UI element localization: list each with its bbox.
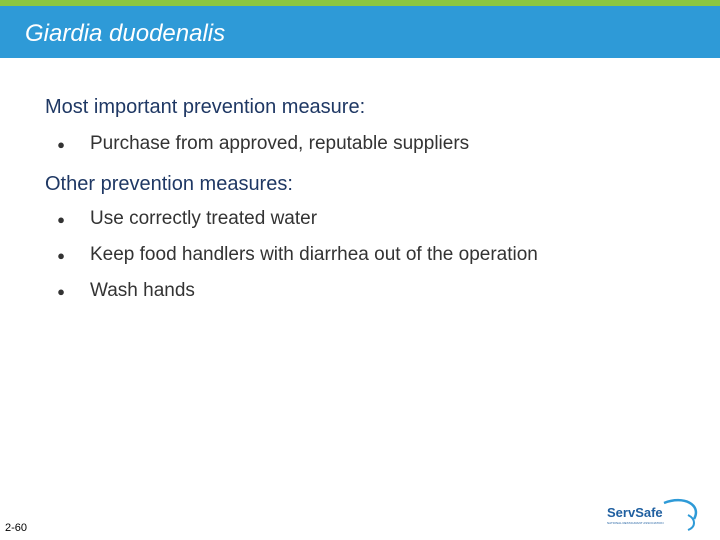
list-item <box>56 201 538 237</box>
list-item <box>56 126 469 162</box>
logo-swoosh-bottom <box>688 515 694 530</box>
primary-measure-heading: Most important prevention measure: <box>45 96 366 118</box>
page-number: 2-60 <box>5 522 28 534</box>
other-measures-heading: Other prevention measures: <box>45 173 293 195</box>
bullet-icon: ● <box>57 211 65 227</box>
list-item <box>56 273 538 309</box>
servsafe-logo-icon <box>604 497 700 533</box>
slide-title: Giardia duodenalis <box>25 20 226 47</box>
logo-name: ServSafe <box>607 505 663 520</box>
bullet-text: Keep food handlers with diarrhea out of the operation <box>90 244 538 265</box>
bullet-icon: ● <box>57 283 65 299</box>
list-item <box>56 237 538 273</box>
title-bar <box>0 6 720 58</box>
primary-measure-list <box>56 126 469 162</box>
bullet-icon: ● <box>57 247 65 263</box>
other-measures-list <box>56 201 538 309</box>
bullet-text: Wash hands <box>90 280 195 301</box>
bullet-text: Use correctly treated water <box>90 208 318 229</box>
bullet-icon: ● <box>57 136 65 152</box>
logo-tagline: NATIONAL RESTAURANT ASSOCIATION <box>607 521 664 525</box>
bullet-text: Purchase from approved, reputable suppliers <box>90 133 470 154</box>
